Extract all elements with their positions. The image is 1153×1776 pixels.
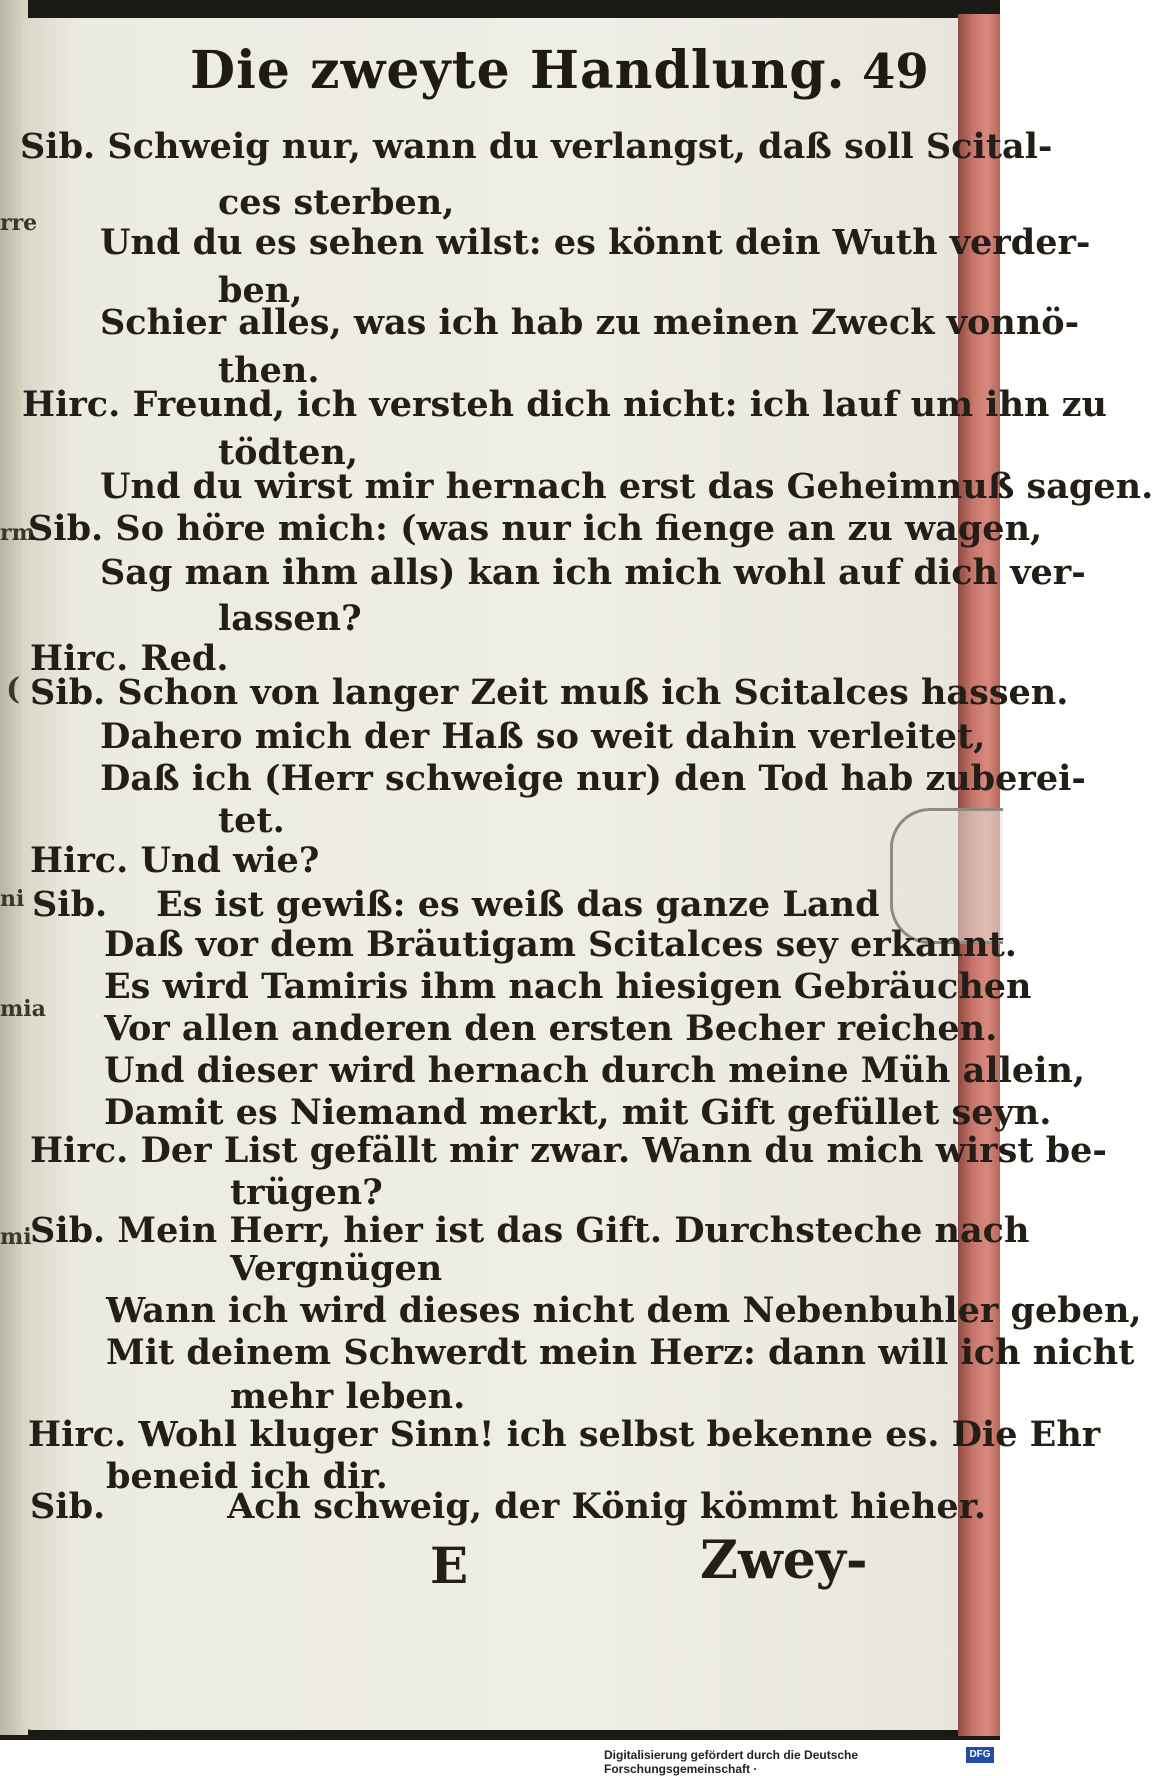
verse-text: Vergnügen <box>230 1248 443 1289</box>
verse-line <box>100 758 1086 799</box>
margin-fragment: ni <box>0 886 25 912</box>
verse-line <box>104 924 1017 965</box>
margin-fragment: rre <box>0 210 38 236</box>
verse-text: Ach schweig, der König kömmt hieher. <box>227 1486 987 1527</box>
speaker-label: Sib. <box>28 508 104 549</box>
speaker-label: Hirc. <box>30 840 129 881</box>
verse-text: tet. <box>218 800 285 841</box>
verse-line <box>104 1050 1085 1091</box>
verse-text: then. <box>218 350 320 391</box>
speaker-label: Hirc. <box>30 638 129 679</box>
margin-fragment: rm <box>0 520 35 546</box>
verse-line <box>104 1008 997 1049</box>
verse-text: Und du es sehen wilst: es könnt dein Wuth verder- <box>100 222 1091 263</box>
verse-text: Wann ich wird dieses nicht dem Nebenbuhler geben, <box>106 1290 1142 1331</box>
verse-text: Und wie? <box>140 840 320 881</box>
verse-line <box>230 1376 465 1417</box>
margin-fragment: mia <box>0 996 46 1022</box>
verse-text: Schon von langer Zeit muß ich Scitalces hassen. <box>117 672 1069 713</box>
verse-text: beneid ich dir. <box>106 1456 388 1497</box>
speaker-label: Hirc. <box>28 1414 127 1455</box>
verse-line <box>22 384 1107 425</box>
speaker-label: Sib. <box>30 1210 106 1251</box>
verse-text: So höre mich: (was nur ich fienge an zu wagen, <box>115 508 1043 549</box>
verse-line <box>218 598 362 639</box>
margin-fragment: ( <box>6 672 21 707</box>
verse-text: Mein Herr, hier ist das Gift. Durchsteche nach <box>117 1210 1030 1251</box>
verse-line <box>30 1210 1029 1251</box>
verse-line <box>100 466 1153 507</box>
verse-line <box>100 222 1090 263</box>
speaker-label: Sib. <box>32 884 108 925</box>
verse-line <box>28 508 1042 549</box>
verse-text: Und du wirst mir hernach erst das Geheimnuß sagen. <box>100 466 1153 507</box>
speaker-label: Hirc. <box>30 1130 129 1171</box>
verse-text: Red. <box>140 638 229 679</box>
verse-line <box>30 840 319 881</box>
verse-line <box>218 800 285 841</box>
verse-text: Dahero mich der Haß so weit dahin verleitet, <box>100 716 986 757</box>
verse-text: Wohl kluger Sinn! ich selbst bekenne es. Die Ehr <box>138 1414 1101 1455</box>
verse-text: Es ist gewiß: es weiß das ganze Land <box>155 884 880 925</box>
verse-text: Freund, ich versteh dich nicht: ich lauf um ihn zu <box>132 384 1107 425</box>
verse-text: lassen? <box>218 598 362 639</box>
verse-text: Daß vor dem Bräutigam Scitalces sey erkannt. <box>104 924 1017 965</box>
speaker-label: Sib. <box>30 1486 106 1527</box>
verse-text: ces sterben, <box>218 182 455 223</box>
verse-line <box>106 1290 1142 1331</box>
verse-line <box>100 302 1079 343</box>
verse-line <box>230 1172 383 1213</box>
verse-line <box>104 966 1032 1007</box>
verse-text: Der List gefällt mir zwar. Wann du mich wirst be- <box>140 1130 1107 1171</box>
speaker-label: Sib. <box>30 672 106 713</box>
verse-line <box>30 1486 986 1527</box>
verse-text: ben, <box>218 270 303 311</box>
verse-line <box>30 1130 1107 1171</box>
verse-line <box>106 1332 1134 1373</box>
verse-text: tödten, <box>218 432 359 473</box>
page-number: 49 <box>862 44 929 100</box>
verse-text: mehr leben. <box>230 1376 466 1417</box>
verse-line <box>30 672 1068 713</box>
verse-line <box>100 716 985 757</box>
verse-line <box>100 552 1086 593</box>
margin-fragment: mi <box>0 1224 32 1250</box>
verse-text: Daß ich (Herr schweige nur) den Tod hab zuberei- <box>100 758 1086 799</box>
verse-text: trügen? <box>230 1172 383 1213</box>
signature-mark: E <box>430 1536 469 1595</box>
verse-text: Damit es Niemand merkt, mit Gift gefüllet seyn. <box>104 1092 1052 1133</box>
speaker-label: Hirc. <box>22 384 121 425</box>
verse-text: Schweig nur, wann du verlangst, daß soll Scital- <box>107 126 1053 167</box>
verse-text: Mit deinem Schwerdt mein Herz: dann will ich nicht <box>106 1332 1135 1373</box>
digitization-credit: Digitalisierung gefördert durch die Deutsche Forschungsgemeinschaft · <box>604 1748 859 1776</box>
verse-text: Vor allen anderen den ersten Becher reichen. <box>104 1008 998 1049</box>
verse-line <box>28 1414 1100 1455</box>
verse-line <box>32 884 880 925</box>
verse-line <box>230 1248 442 1289</box>
verse-line <box>218 182 454 223</box>
catchword: Zwey- <box>700 1530 868 1591</box>
verse-text: Sag man ihm alls) kan ich mich wohl auf dich ver- <box>100 552 1086 593</box>
verse-text: Und dieser wird hernach durch meine Müh allein, <box>104 1050 1086 1091</box>
verse-line <box>20 126 1052 167</box>
running-head: Die zweyte Handlung. <box>190 40 846 101</box>
verse-line <box>104 1092 1051 1133</box>
dfg-logo: DFG <box>966 1747 994 1763</box>
verse-text: Schier alles, was ich hab zu meinen Zweck vonnö- <box>100 302 1080 343</box>
speaker-label: Sib. <box>20 126 96 167</box>
verse-text: Es wird Tamiris ihm nach hiesigen Gebräuchen <box>104 966 1032 1007</box>
